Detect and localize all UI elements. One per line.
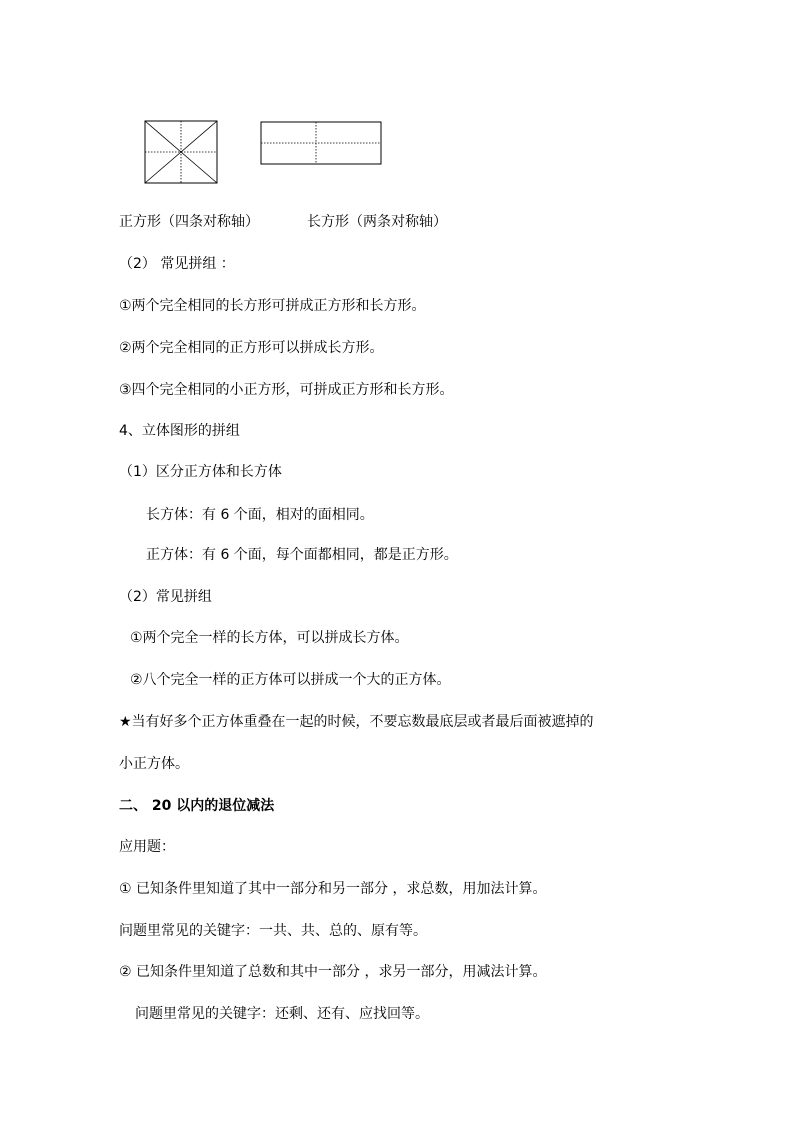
list-item: ①两个完全一样的长方体，可以拼成长方体。	[130, 630, 409, 646]
solid-section-heading: 4、立体图形的拼组	[119, 423, 240, 439]
square-symmetry-figure	[144, 120, 220, 186]
star-note-continued: 小正方体。	[119, 756, 189, 772]
solid-subheading-1: （1）区分正方体和长方体	[119, 464, 282, 480]
square-caption: 正方形（四条对称轴）	[119, 214, 259, 230]
list-item: ③四个完全相同的小正方形，可拼成正方形和长方形。	[119, 382, 454, 398]
list-item: ②两个完全相同的正方形可以拼成长方形。	[119, 340, 384, 356]
rectangle-symmetry-figure	[260, 121, 384, 166]
solid-subheading-2: （2）常见拼组	[119, 589, 212, 605]
subtraction-keywords: 问题里常见的关键字：还剩、还有、应找回等。	[135, 1006, 429, 1022]
word-problem-label: 应用题：	[119, 839, 175, 855]
list-item: ②八个完全一样的正方体可以拼成一个大的正方体。	[130, 672, 451, 688]
list-item: ①两个完全相同的长方形可拼成正方形和长方形。	[119, 298, 426, 314]
star-note: ★当有好多个正方体重叠在一起的时候，不要忘数最底层或者最后面被遮掉的	[119, 714, 594, 730]
subtraction-rule: ② 已知条件里知道了总数和其中一部分 ，求另一部分，用减法计算。	[119, 964, 547, 980]
cube-definition: 正方体：有 6 个面，每个面都相同，都是正方形。	[146, 547, 458, 563]
addition-rule: ① 已知条件里知道了其中一部分和另一部分 ，求总数，用加法计算。	[119, 881, 547, 897]
cuboid-definition: 长方体：有 6 个面，相对的面相同。	[146, 507, 374, 523]
plane-combo-heading: （2） 常见拼组 ：	[119, 256, 235, 272]
addition-keywords: 问题里常见的关键字：一共、共、总的、原有等。	[119, 923, 427, 939]
subtraction-section-heading: 二、 20 以内的退位减法	[119, 798, 275, 814]
rectangle-caption: 长方形（两条对称轴）	[307, 214, 447, 230]
